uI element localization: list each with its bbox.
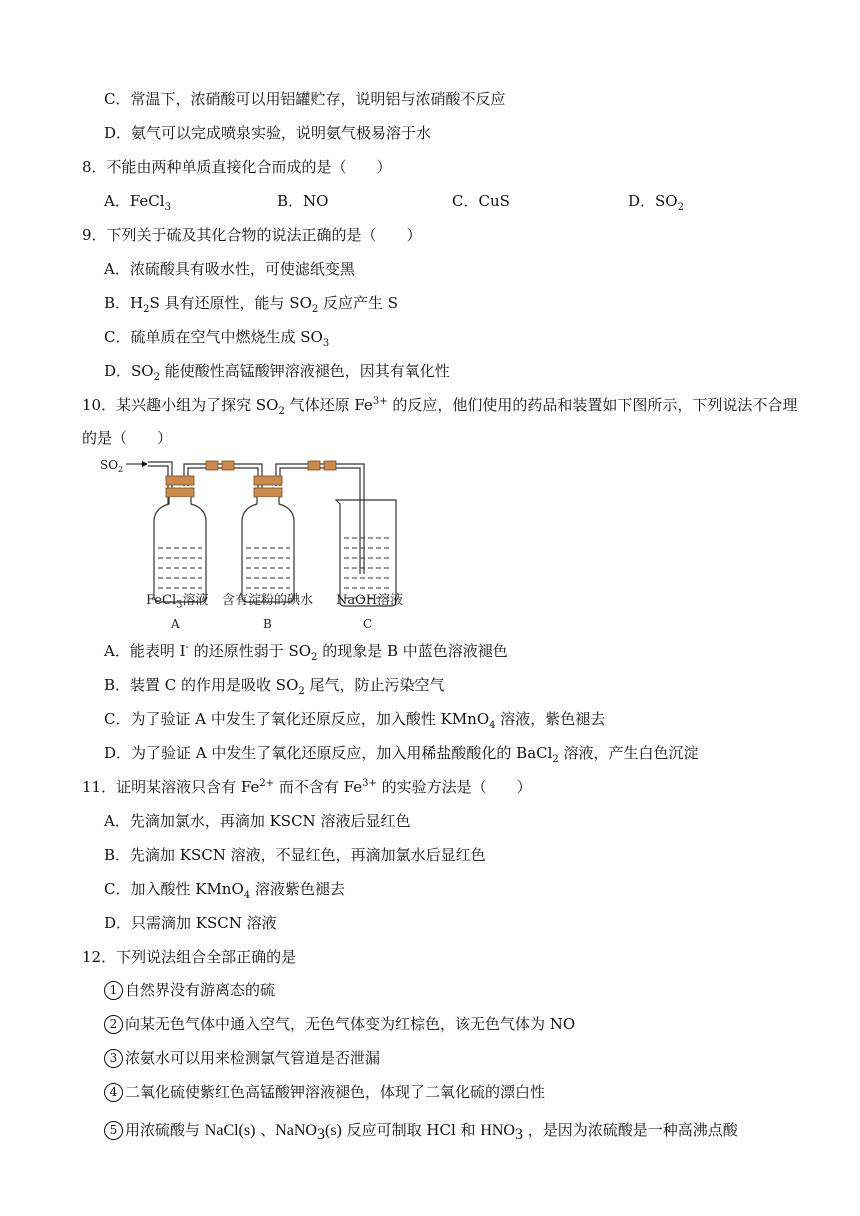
q12-item-2: 2 向某无色气体中通入空气，无色气体变为红棕色，该无色气体为 NO — [104, 1014, 575, 1034]
q12-item-4: 4 二氧化硫使紫红色高锰酸钾溶液褪色，体现了二氧化硫的漂白性 — [104, 1082, 545, 1102]
q11-option-a: A．先滴加氯水，再滴加 KSCN 溶液后显红色 — [104, 812, 411, 830]
q10-option-c: C．为了验证 A 中发生了氧化还原反应，加入酸性 KMnO$_4$ 溶液，紫色褪去 — [104, 710, 606, 731]
q9-option-d: D．$SO_2$ 能使酸性高锰酸钾溶液褪色，因其有氧化性 — [104, 362, 450, 383]
q8-option-c: C．CuS — [452, 192, 510, 210]
q8-stem: 8．不能由两种单质直接化合而成的是（ ） — [82, 158, 392, 176]
q10-stem-line2: 的是（ ） — [82, 429, 173, 447]
bottle-a — [154, 476, 206, 602]
label-beaker-c: NaOH溶液 — [336, 593, 404, 608]
q11-stem: 11．证明某溶液只含有 $Fe^{2+}$ 而不含有 $Fe^{3+}$ 的实验方法是（ ） — [82, 778, 532, 796]
q9-stem: 9．下列关于硫及其化合物的说法正确的是（ ） — [82, 226, 422, 244]
q11-option-d: D．只需滴加 KSCN 溶液 — [104, 914, 277, 932]
q12-item-3: 3 浓氨水可以用来检测氯气管道是否泄漏 — [104, 1048, 380, 1068]
q12-stem: 12．下列说法组合全部正确的是 — [82, 948, 297, 966]
liquid-dashes-c — [344, 538, 392, 598]
q12-item-1: 1 自然界没有游离态的硫 — [104, 980, 275, 1000]
q11-option-b: B．先滴加 KSCN 溶液，不显红色，再滴加氯水后显红色 — [104, 846, 486, 864]
q9-option-b: B．$H_2S$ 具有还原性，能与 $SO_2$ 反应产生 S — [104, 294, 399, 315]
so2-inlet-label: $SO_2$ — [100, 458, 124, 474]
label-bottle-b: 含有淀粉的碘水 — [222, 593, 314, 608]
label-bottle-a: FeCl$_3$溶液 — [146, 593, 209, 611]
circled-number: 2 — [104, 1015, 123, 1034]
q11-option-c: C．加入酸性 KMnO$_4$ 溶液紫色褪去 — [104, 880, 345, 901]
q9-option-c: C．硫单质在空气中燃烧生成 $SO_3$ — [104, 328, 330, 349]
letter-c: C — [363, 617, 373, 631]
circled-number: 5 — [104, 1121, 123, 1140]
q7-option-d: D．氨气可以完成喷泉实验，说明氨气极易溶于水 — [104, 124, 432, 142]
q10-option-a: A．能表明 I- 的还原性弱于 $SO_2$ 的现象是 B 中蓝色溶液褪色 — [104, 642, 508, 663]
q10-stem: 10．某兴趣小组为了探究 $SO_2$ 气体还原 $Fe^{3+}$ 的反应，他们使用的药品和装置如下图所示，下列说法不合理 — [82, 396, 798, 417]
circled-number: 4 — [104, 1083, 123, 1102]
circled-number: 3 — [104, 1049, 123, 1068]
q8-option-d: D．$SO_2$ — [628, 192, 684, 213]
q10-option-d: D．为了验证 A 中发生了氧化还原反应，加入用稀盐酸酸化的 BaCl$_2$ 溶液，产生白色沉淀 — [104, 744, 699, 765]
letter-a: A — [171, 617, 180, 631]
q8-option-b: B．NO — [277, 192, 329, 210]
circled-number: 1 — [104, 981, 123, 1000]
q12-item-5: 5 用浓硫酸与 NaCl(s) 、NaNO$_3$(s) 反应可制取 HCl 和 $HNO_3$ ，是因为浓硫酸是一种高沸点酸 — [104, 1120, 738, 1141]
q10-option-b: B．装置 C 的作用是吸收 $SO_2$ 尾气，防止污染空气 — [104, 676, 445, 697]
bottle-b — [242, 476, 294, 602]
q8-option-a: A．FeCl$_3$ — [104, 192, 171, 213]
letter-b: B — [263, 617, 272, 631]
q7-option-c: C．常温下，浓硝酸可以用铝罐贮存，说明铝与浓硝酸不反应 — [104, 90, 506, 108]
q9-option-a: A．浓硫酸具有吸水性，可使滤纸变黑 — [104, 260, 355, 278]
